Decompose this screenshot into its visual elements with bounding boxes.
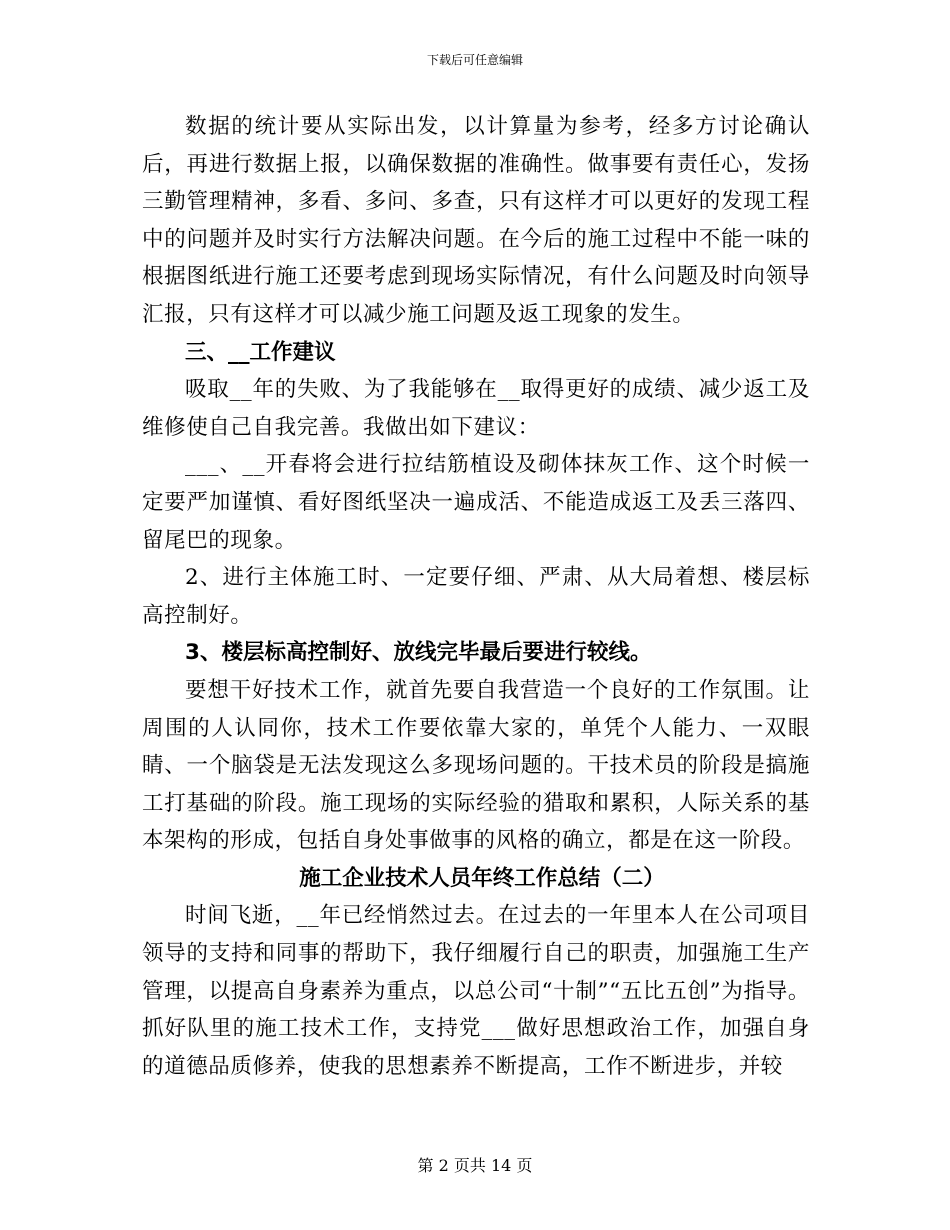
- document-body: [142, 108, 810, 1085]
- page-number: 第 2 页共 14 页: [417, 1156, 533, 1175]
- paragraph-work-atmosphere: 要想干好技术工作，就首先要自我营造一个良好的工作氛围。让周围的人认同你，技术工作要依靠大家的，单凭个人能力、一双眼睛、一个脑袋是无法发现这么多现场问题的。干技术员的阶段是搞施工打基础的阶段。施工现场的实际经验的猎取和累积，人际关系的基本架构的形成，包括自身处事做事的风格的确立，都是在这一阶段。: [142, 677, 810, 854]
- page-header: 下载后可任意编辑: [426, 53, 523, 67]
- paragraph-suggestions-intro: 吸取__年的失败、为了我能够在__取得更好的成绩、减少返工及维修使自己自我完善。我做出如下建议：: [142, 377, 810, 440]
- heading-work-suggestions: 三、__工作建议: [185, 339, 336, 365]
- section-title-summary-two: 施工企业技术人员年终工作总结（二）: [299, 865, 665, 891]
- heading-suggestion-3: 3、楼层标高控制好、放线完毕最后要进行较线。: [185, 640, 652, 666]
- paragraph-suggestion-1: ___、__开春将会进行拉结筋植设及砌体抹灰工作、这个时候一定要严加谨慎、看好图纸坚决一遍成活、不能造成返工及丢三落四、留尾巴的现象。: [142, 452, 810, 553]
- paragraph-suggestion-2: 2、进行主体施工时、一定要仔细、严肃、从大局着想、楼层标高控制好。: [142, 565, 810, 628]
- paragraph-data-statistics: 数据的统计要从实际出发，以计算量为参考，经多方讨论确认后，再进行数据上报，以确保数据的准确性。做事要有责任心，发扬三勤管理精神，多看、多问、多查，只有这样才可以更好的发现工程中的问题并及时实行方法解决问题。在今后的施工过程中不能一味的根据图纸进行施工还要考虑到现场实际情况，有什么问题及时向领导汇报，只有这样才可以减少施工问题及返工现象的发生。: [142, 114, 810, 327]
- paragraph-year-review: 时间飞逝，__年已经悄然过去。在过去的一年里本人在公司项目领导的支持和同事的帮助下，我仔细履行自己的职责，加强施工生产管理，以提高自身素养为重点，以总公司“十制”“五比五创”为指导。抓好队里的施工技术工作，支持党___做好思想政治工作，加强自身的道德品质修养，使我的思想素养不断提高，工作不断进步，并较: [142, 903, 810, 1079]
